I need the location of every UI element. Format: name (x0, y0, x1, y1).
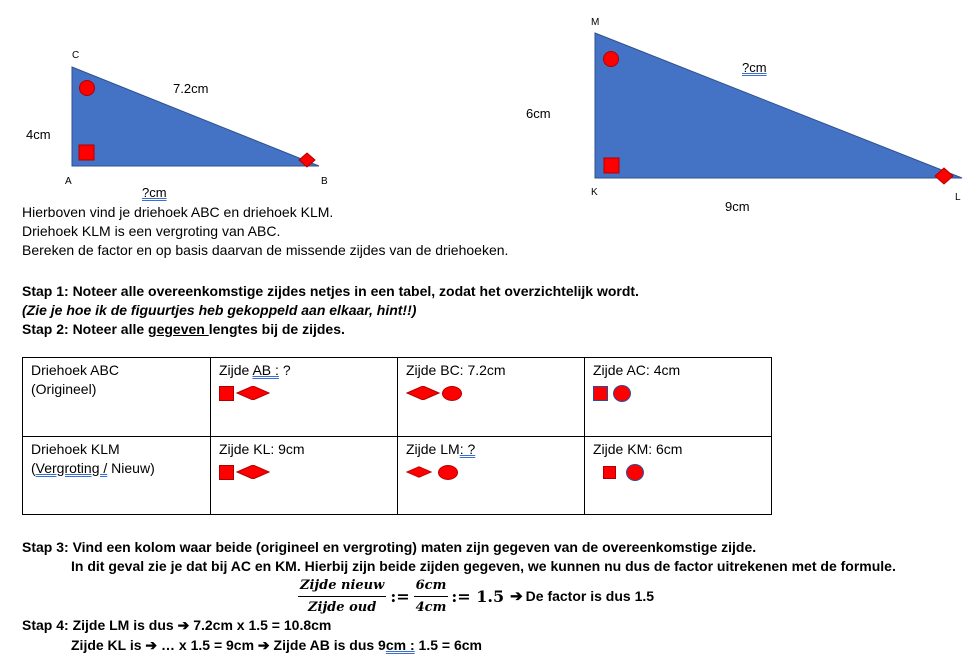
cell-lm-text (406, 440, 576, 459)
vertex-m-label: M (591, 17, 600, 28)
square-marker-icon (603, 466, 616, 479)
intro-line-1: Hierboven vind je driehoek ABC en driehoek KLM. (22, 204, 334, 220)
diamond-marker-icon (236, 465, 270, 479)
row-abc-title: Driehoek ABC (31, 362, 119, 378)
arrow-icon: ➔ (510, 588, 523, 605)
diamond-marker-icon (236, 386, 270, 400)
cell-kl-text: Zijde KL: 9cm (219, 441, 305, 457)
cell-bc-markers (406, 383, 576, 403)
intro-line-3: Bereken de factor en op basis daarvan de missende zijdes van de driehoeken. (22, 242, 509, 258)
step-4-line-1: Stap 4: Zijde LM is dus ➔ 7.2cm x 1.5 = 10.8cm (22, 617, 332, 633)
cell-km (585, 437, 772, 515)
row-klm-subtitle (31, 459, 202, 478)
side-ml-label: ?cm (742, 60, 767, 75)
square-marker-icon (593, 386, 608, 401)
cell-bc-text: Zijde BC: 7.2cm (406, 362, 506, 378)
square-marker-icon (219, 465, 234, 480)
assign-operator-1: := (390, 586, 410, 606)
step-2-pre: Stap 2: Noteer alle (22, 321, 149, 337)
factor-result: := 1.5 (451, 586, 505, 606)
side-km-label: 6cm (526, 106, 551, 121)
step-4-line-2-ul: cm : (385, 637, 415, 653)
step-3-line-2: In dit geval zie je dat bij AC en KM. Hierbij zijn beide zijden gegeven, we kunnen nu dus de factor uitrekenen met de formule. (71, 558, 896, 574)
cell-ab-text (219, 361, 389, 380)
side-kl-label: 9cm (725, 199, 750, 214)
cell-bc (398, 358, 585, 437)
step-4-line-2-pre: Zijde KL is ➔ … x 1.5 = 9cm ➔ Zijde AB is dus 9 (71, 637, 386, 653)
fraction-general-denominator: Zijde oud (308, 599, 377, 615)
fraction-general (298, 578, 386, 615)
factor-conclusion: De factor is dus 1.5 (525, 587, 655, 604)
factor-formula (298, 576, 654, 616)
cell-lm-pre: Zijde LM (406, 441, 460, 457)
triangle-klm (595, 33, 962, 178)
vertex-k-label: K (591, 187, 598, 198)
step-1-text: Stap 1: Noteer alle overeenkomstige zijdes netjes in een tabel, zodat het overzichtelijk wordt. (22, 283, 639, 299)
step-2-text (22, 320, 345, 339)
row-klm-header (23, 437, 211, 515)
sides-table (22, 357, 772, 515)
side-cb-label: 7.2cm (173, 81, 209, 96)
row-klm-title: Driehoek KLM (31, 441, 120, 457)
cell-lm-markers (406, 462, 576, 482)
circle-marker-icon (613, 385, 631, 402)
cell-ab-ul: AB : (252, 362, 279, 378)
cell-ac-text: Zijde AC: 4cm (593, 362, 681, 378)
cell-ac (585, 358, 772, 437)
row-klm-post: Nieuw) (107, 460, 155, 476)
square-marker-icon (219, 386, 234, 401)
step-2-underlined: gegeven (148, 321, 209, 337)
intro-line-2: Driehoek KLM is een vergroting van ABC. (22, 223, 281, 239)
side-ac-label: 4cm (26, 127, 51, 142)
cell-ab-markers (219, 383, 389, 403)
circle-marker-icon (438, 465, 458, 480)
cell-km-markers (593, 462, 763, 482)
table-row (23, 358, 772, 437)
diamond-marker-icon (406, 386, 440, 400)
angle-m-marker (604, 52, 619, 67)
step-4-line-2-post: 1.5 = 6cm (414, 637, 482, 653)
cell-ab-pre: Zijde (219, 362, 253, 378)
step-2-post: lengtes bij de zijdes. (208, 321, 345, 337)
angle-k-marker (604, 158, 619, 173)
fraction-general-numerator: Zijde nieuw (298, 578, 386, 597)
vertex-c-label: C (72, 50, 80, 61)
cell-ab-post: ? (278, 362, 291, 378)
circle-marker-icon (626, 464, 644, 481)
hint-text: (Zie je hoe ik de figuurtjes heb gekoppeld aan elkaar, hint!!) (22, 302, 417, 318)
side-ab-label: ?cm (142, 185, 167, 200)
cell-ac-markers (593, 383, 763, 403)
vertex-l-label: L (955, 192, 961, 203)
circle-marker-icon (442, 386, 462, 401)
vertex-a-label: A (65, 176, 72, 187)
cell-ab (211, 358, 398, 437)
row-abc-subtitle: (Origineel) (31, 381, 97, 397)
cell-kl (211, 437, 398, 515)
fraction-values-numerator: 6cm (414, 578, 449, 597)
angle-a-marker (79, 145, 94, 160)
vertex-b-label: B (321, 176, 328, 187)
row-abc-header (23, 358, 211, 437)
row-klm-ul: Vergroting / (35, 460, 108, 476)
fraction-values-denominator: 4cm (415, 599, 447, 615)
cell-kl-markers (219, 462, 389, 482)
table-row (23, 437, 772, 515)
cell-km-text: Zijde KM: 6cm (593, 441, 683, 457)
diamond-marker-icon (406, 465, 432, 479)
angle-c-marker (80, 81, 95, 96)
fraction-values (414, 578, 449, 615)
step-4-line-2 (71, 636, 482, 655)
cell-lm-ul: : ? (459, 441, 476, 457)
cell-lm (398, 437, 585, 515)
row-klm-open: ( (31, 460, 36, 476)
step-3-line-1: Stap 3: Vind een kolom waar beide (origineel en vergroting) maten zijn gegeven van de overeenkomstige zijde. (22, 539, 757, 555)
